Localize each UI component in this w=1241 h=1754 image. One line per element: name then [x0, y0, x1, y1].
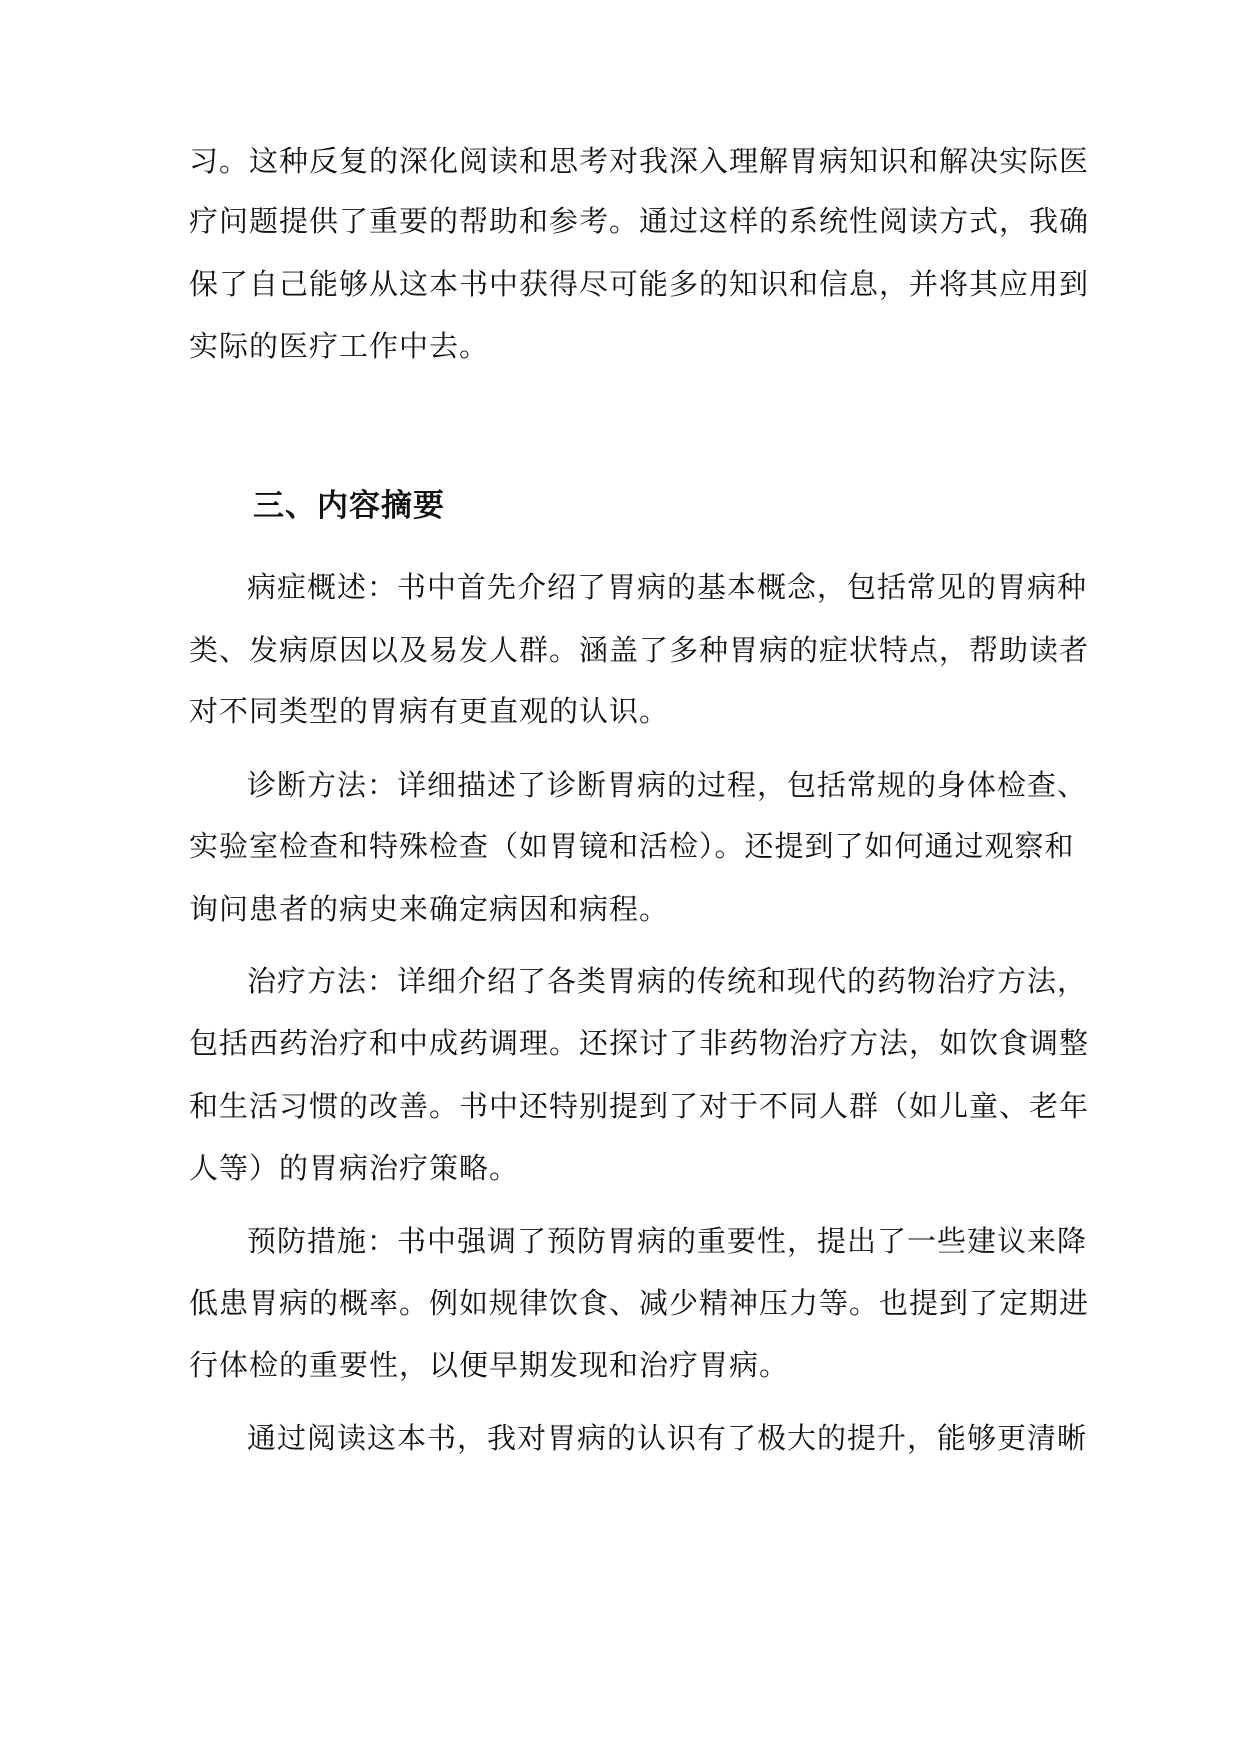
intro-line-2: 疗问题提供了重要的帮助和参考。通过这样的系统性阅读方式，我确: [189, 204, 1090, 238]
paragraph-diagnosis-line-2: 实验室检查和特殊检查（如胃镜和活检）。还提到了如何通过观察和: [189, 829, 1075, 863]
paragraph-diagnosis-line-1: 诊断方法：详细描述了诊断胃病的过程，包括常规的身体检查、: [247, 768, 1088, 802]
intro-line-1: 习。这种反复的深化阅读和思考对我深入理解胃病知识和解决实际医: [189, 144, 1090, 178]
intro-line-3: 保了自己能够从这本书中获得尽可能多的知识和信息，并将其应用到: [189, 267, 1090, 301]
paragraph-prevention-line-2: 低患胃病的概率。例如规律饮食、减少精神压力等。也提到了定期进: [189, 1286, 1090, 1320]
paragraph-symptoms-line-3: 对不同类型的胃病有更直观的认识。: [189, 694, 670, 728]
paragraph-conclusion-line-1: 通过阅读这本书，我对胃病的认识有了极大的提升，能够更清晰: [247, 1421, 1088, 1455]
paragraph-prevention-line-3: 行体检的重要性，以便早期发现和治疗胃病。: [189, 1348, 790, 1382]
section-heading: 三、内容摘要: [253, 488, 445, 524]
paragraph-treatment-line-2: 包括西药治疗和中成药调理。还探讨了非药物治疗方法，如饮食调整: [189, 1026, 1090, 1060]
paragraph-prevention-line-1: 预防措施：书中强调了预防胃病的重要性，提出了一些建议来降: [247, 1224, 1088, 1258]
paragraph-symptoms-line-1: 病症概述：书中首先介绍了胃病的基本概念，包括常见的胃病种: [247, 570, 1088, 604]
paragraph-treatment-line-4: 人等）的胃病治疗策略。: [189, 1151, 520, 1185]
paragraph-treatment-line-3: 和生活习惯的改善。书中还特别提到了对于不同人群（如儿童、老年: [189, 1089, 1090, 1123]
paragraph-symptoms-line-2: 类、发病原因以及易发人群。涵盖了多种胃病的症状特点，帮助读者: [189, 633, 1090, 667]
paragraph-treatment-line-1: 治疗方法：详细介绍了各类胃病的传统和现代的药物治疗方法，: [247, 964, 1088, 998]
paragraph-diagnosis-line-3: 询问患者的病史来确定病因和病程。: [189, 892, 670, 926]
intro-line-4: 实际的医疗工作中去。: [189, 329, 490, 363]
